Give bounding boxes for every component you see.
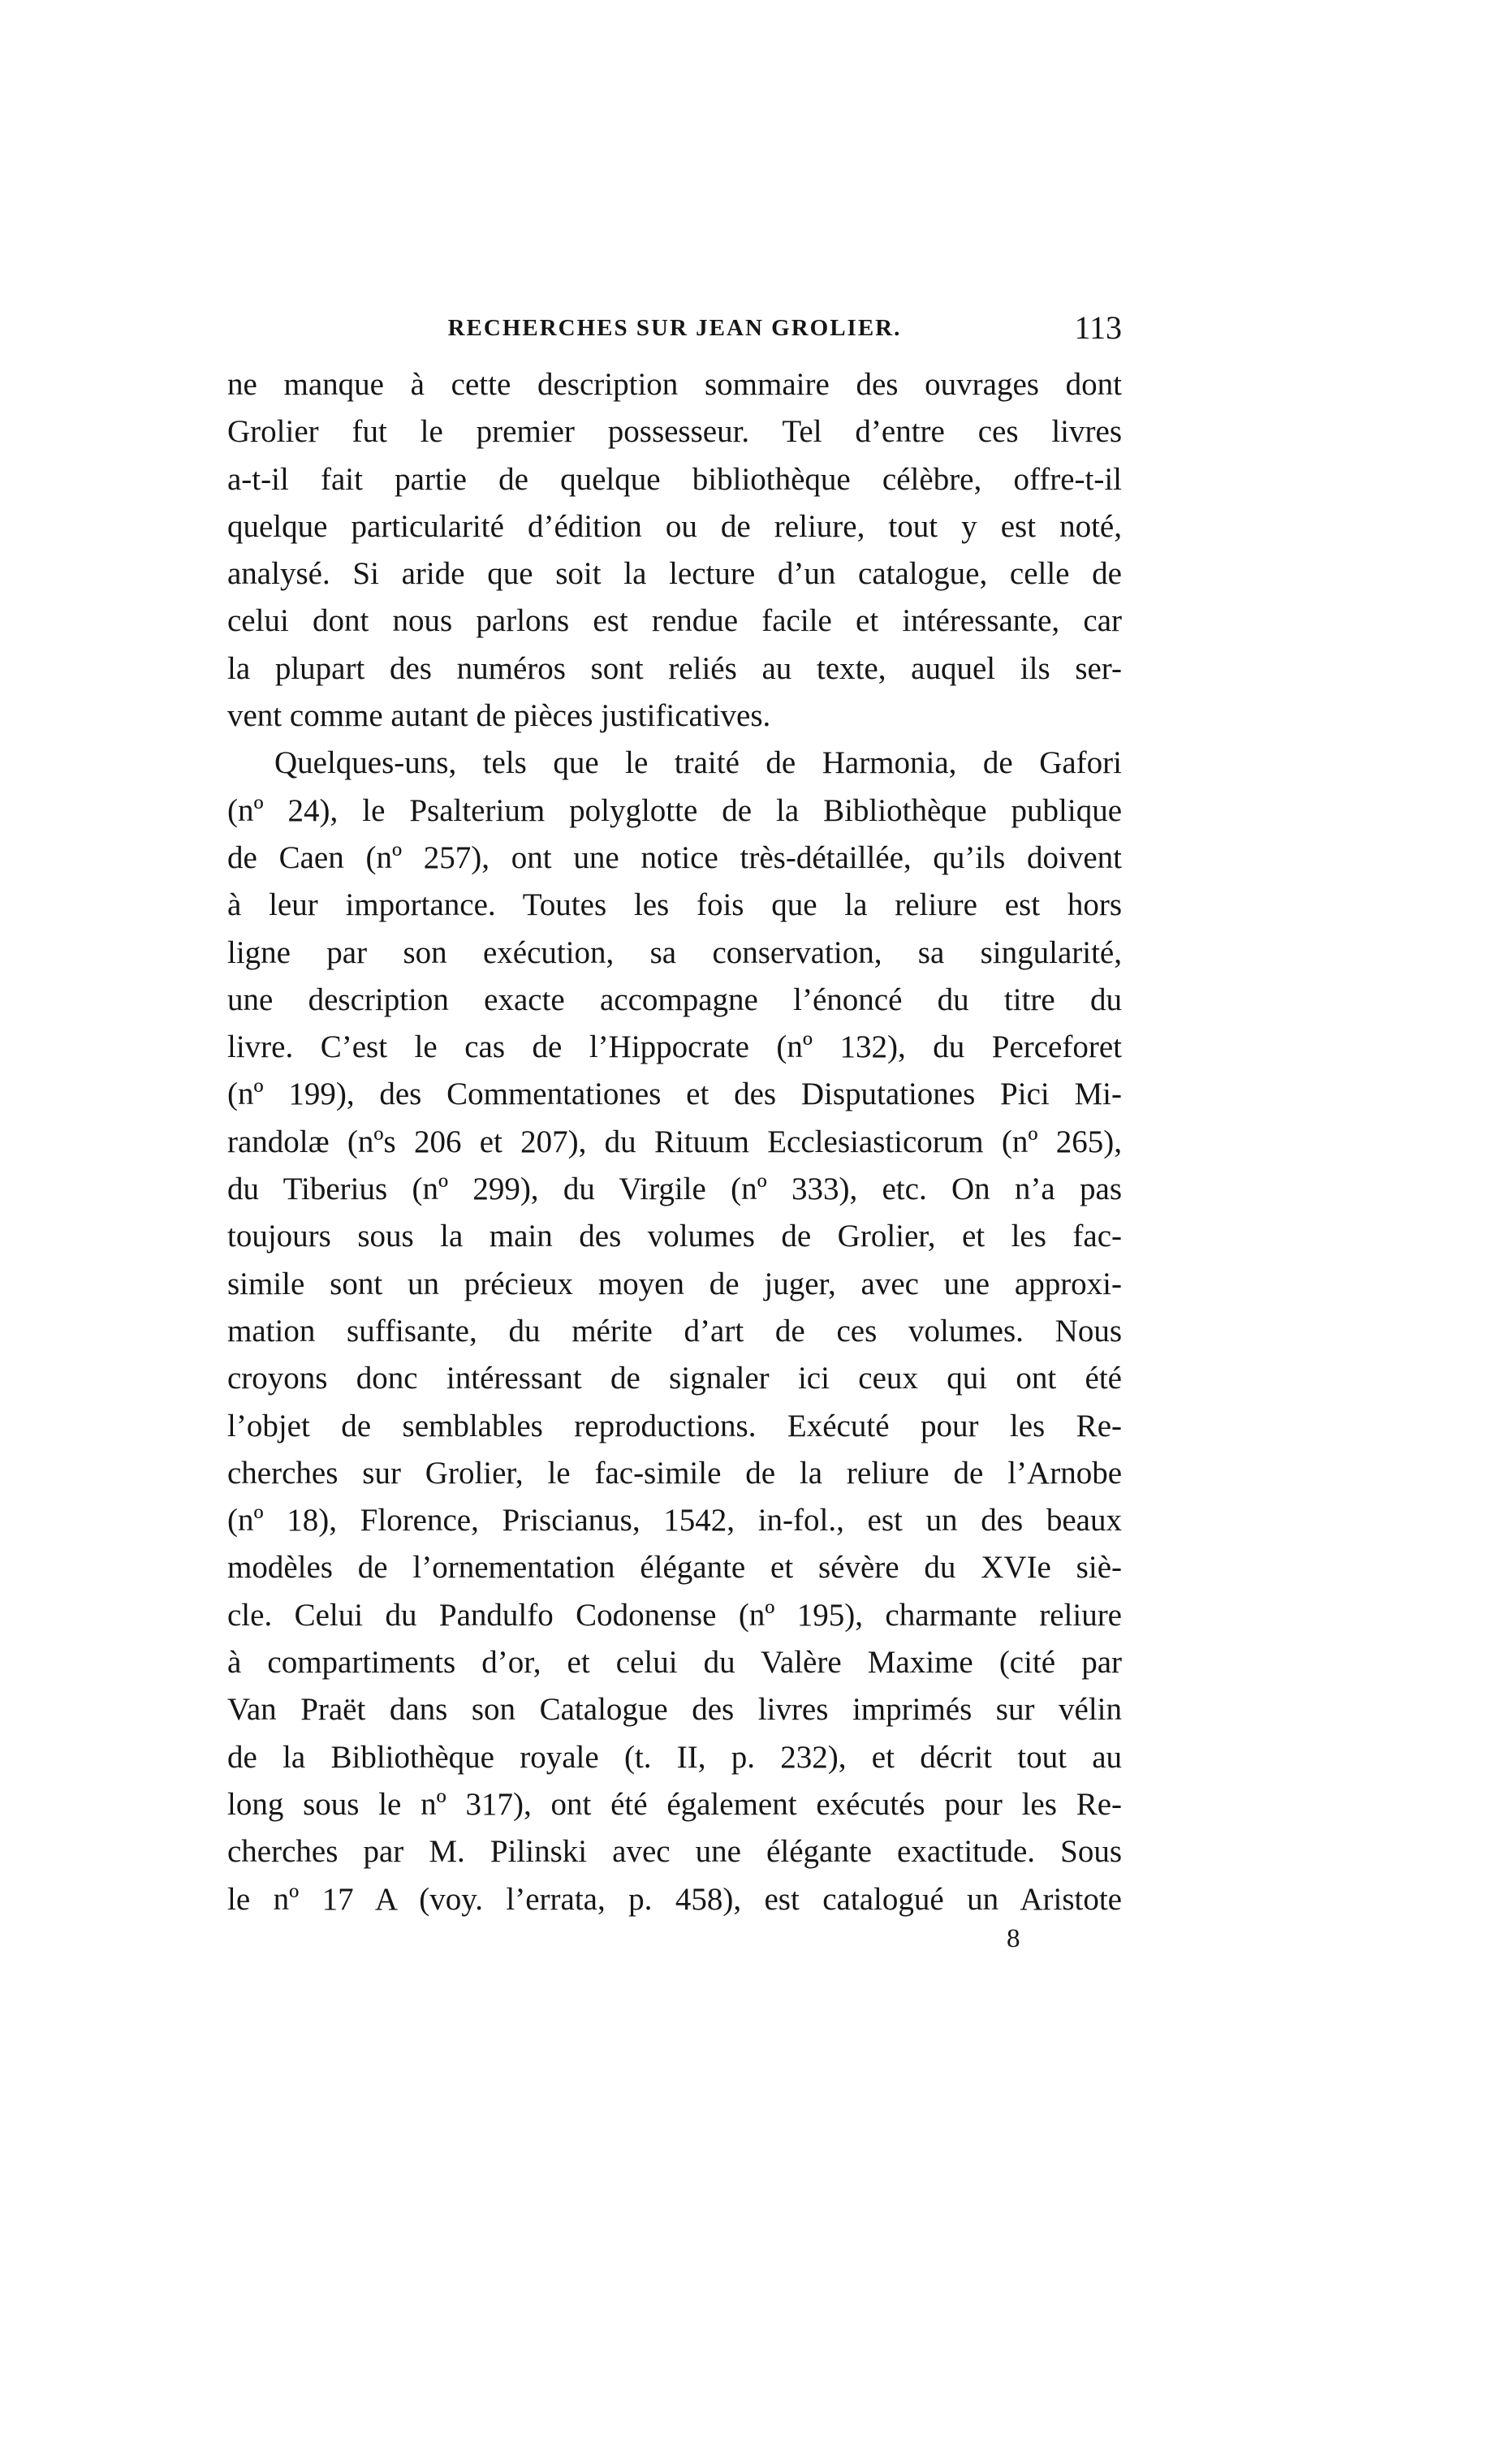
text-line: cherches par M. Pilinski avec une élégante exactitude. Sous xyxy=(227,1834,1122,1870)
text-line: Van Praët dans son Catalogue des livres imprimés sur vélin xyxy=(227,1692,1122,1728)
text-line: livre. C’est le cas de l’Hippocrate (nº 132), du Perceforet xyxy=(227,1029,1122,1065)
text-line: mation suffisante, du mérite d’art de ces volumes. Nous xyxy=(227,1313,1122,1349)
text-line: a-t-il fait partie de quelque bibliothèque célèbre, offre-t-il xyxy=(227,461,1122,497)
text-line: le nº 17 A (voy. l’errata, p. 458), est catalogué un Aristote xyxy=(227,1881,1122,1917)
text-line: (nº 199), des Commentationes et des Disputationes Pici Mi- xyxy=(227,1077,1122,1112)
text-line: la plupart des numéros sont reliés au texte, auquel ils ser- xyxy=(227,650,1122,686)
text-line: Grolier fut le premier possesseur. Tel d’entre ces livres xyxy=(227,414,1122,450)
text-line: modèles de l’ornementation élégante et sévère du XVIe siè- xyxy=(227,1550,1122,1586)
text-line: (nº 24), le Psalterium polyglotte de la Bibliothèque publique xyxy=(227,792,1122,828)
body-text xyxy=(227,361,1122,1923)
text-line: à compartiments d’or, et celui du Valère Maxime (cité par xyxy=(227,1645,1122,1681)
text-line: long sous le nº 317), ont été également exécutés pour les Re- xyxy=(227,1786,1122,1822)
text-line: ne manque à cette description sommaire des ouvrages dont xyxy=(227,367,1122,402)
text-line: de Caen (nº 257), ont une notice très-détaillée, qu’ils doivent xyxy=(227,839,1122,875)
text-line: cherches sur Grolier, le fac-simile de la reliure de l’Arnobe xyxy=(227,1455,1122,1491)
text-line: à leur importance. Toutes les fois que la reliure est hors xyxy=(227,887,1122,923)
text-line: Quelques-uns, tels que le traité de Harmonia, de Gafori xyxy=(274,745,1122,781)
text-line: l’objet de semblables reproductions. Exécuté pour les Re- xyxy=(227,1408,1122,1443)
text-line: du Tiberius (nº 299), du Virgile (nº 333), etc. On n’a pas xyxy=(227,1172,1122,1207)
text-line: celui dont nous parlons est rendue facile et intéressante, car xyxy=(227,603,1122,639)
page-number: 113 xyxy=(1074,309,1122,346)
text-line: (nº 18), Florence, Priscianus, 1542, in-fol., est un des beaux xyxy=(227,1503,1122,1538)
text-line: simile sont un précieux moyen de juger, avec une approxi- xyxy=(227,1266,1122,1301)
text-line: quelque particularité d’édition ou de reliure, tout y est noté, xyxy=(227,508,1122,544)
text-line: vent comme autant de pièces justificatives. xyxy=(227,698,771,734)
running-head xyxy=(227,309,1122,357)
text-line: ligne par son exécution, sa conservation, sa singularité, xyxy=(227,934,1122,970)
text-line: une description exacte accompagne l’énoncé du titre du xyxy=(227,982,1122,1017)
text-line: randolæ (nºs 206 et 207), du Rituum Ecclesiasticorum (nº 265), xyxy=(227,1124,1122,1159)
text-line: toujours sous la main des volumes de Grolier, et les fac- xyxy=(227,1219,1122,1254)
running-title: RECHERCHES SUR JEAN GROLIER. xyxy=(447,315,902,341)
text-line: analysé. Si aride que soit la lecture d’un catalogue, celle de xyxy=(227,556,1122,592)
text-line: cle. Celui du Pandulfo Codonense (nº 195), charmante reliure xyxy=(227,1597,1122,1633)
text-line: croyons donc intéressant de signaler ici ceux qui ont été xyxy=(227,1361,1122,1396)
signature-mark: 8 xyxy=(1007,1924,1020,1953)
text-line: de la Bibliothèque royale (t. II, p. 232), et décrit tout au xyxy=(227,1739,1122,1775)
